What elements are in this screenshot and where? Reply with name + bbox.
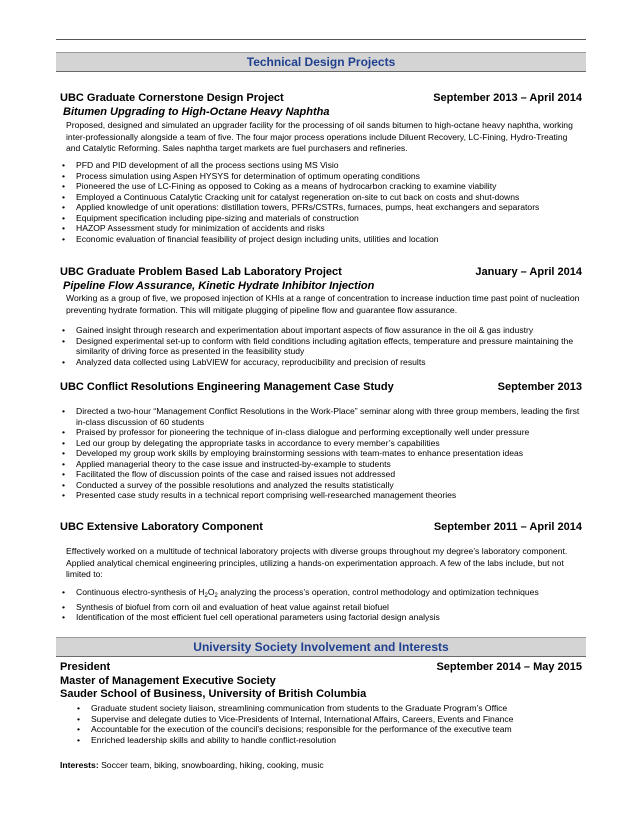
list-item: • Gained insight through research and experimentation about important aspects of flow assurance in the oil & gas industry [62,325,534,335]
project-subtitle: Pipeline Flow Assurance, Kinetic Hydrate Inhibitor Injection [63,280,375,292]
list-item: • Analyzed data collected using LabVIEW for accuracy, reproducibility and precision of results [62,356,426,367]
list-item: • Enriched leadership skills and ability to handle conflict-resolution [77,734,337,745]
project-header [60,521,582,535]
interests-line [60,760,324,770]
list-item: • Continuous electro-synthesis of $H_2O_2$ analyzing the process’s operation, control methodology and optimization techniques [62,587,539,599]
role-header [60,661,582,675]
list-item: • Graduate student society liaison, streamlining communication from students to the Graduate Program’s Office [77,703,508,713]
list-item: • Led our group by delegating the appropriate tasks in accordance to every member’s capabilities [62,437,440,448]
project-description: Working as a group of five, we proposed injection of KHIs at a range of concentration to increase induction time past point of nucleation preventing hydrate formation. This will mitigate plugging of pipeline flow and guarantee flow assurance. [66,293,580,315]
role-title: President [60,661,111,673]
project-header [60,92,582,106]
interests-label: Interests: [60,760,99,770]
project-title: UBC Graduate Problem Based Lab Laboratory Project [60,266,342,278]
interests-text: Soccer team, biking, snowboarding, hiking, cooking, music [98,760,324,770]
list-item: • Identification of the most efficient fuel cell operational parameters using factorial design analysis [62,612,440,622]
list-item: • Praised by professor for pioneering the technique of in-class dialogue and performing exceptionally well under pressure [62,427,530,437]
project-subtitle: Bitumen Upgrading to High-Octane Heavy Naphtha [63,106,330,118]
list-item: • Presented case study results in a technical report comprising well-researched management theories [62,490,457,500]
list-item: • Designed experimental set-up to conform with field conditions including agitation effects, temperature and pressure maintaining the similarity of driving force as presented in the feasibility study [62,335,574,356]
list-item: • Developed my group work skills by employing brainstorming sessions with team-mates to enhance presentation ideas [62,448,524,458]
list-item: • Process simulation using Aspen HYSYS for determination of optimum operating conditions [62,170,420,181]
list-item: • Synthesis of biofuel from corn oil and evaluation of heat value against retail biofuel [62,601,389,612]
project-title: UBC Extensive Laboratory Component [60,521,263,533]
list-item: • Facilitated the flow of discussion points of the case and raised issues not addressed [62,469,396,479]
list-item: • Conducted a survey of the possible resolutions and analyzed the results statistically [62,479,394,490]
project-description: Effectively worked on a multitude of technical laboratory projects with diverse groups throughout my degree’s laboratory component. Applied analytical chemical engineering principles, utilizing a hands-on experimentation approach. A few of the labs include, but not limited to: [66,546,568,579]
society-section-header: University Society Involvement and Interests [56,637,586,657]
role-date: September 2014 – May 2015 [436,661,582,673]
section-top-rule [56,39,586,40]
project-description: Proposed, designed and simulated an upgrader facility for the processing of oil sands bitumen to high-octane heavy naphtha, working inter-professionally alongside a team of five. The four major process operations include Diluent Recovery, LC-Fining, Hydro-Treating and Catalytic Reforming. Sales naphtha target markets are fuel purchasers and refineries. [66,120,573,153]
project-header [60,266,582,280]
project-date: January – April 2014 [475,266,582,278]
project-date: September 2013 [497,381,582,393]
list-item: • Directed a two-hour “Management Conflict Resolutions in the Work-Place” seminar along with three group members, leading the first in-class discussion of 60 students [62,406,580,427]
project-date: September 2013 – April 2014 [433,92,582,104]
list-item: • HAZOP Assessment study for minimization of accidents and risks [62,223,325,233]
list-item: • Employed a Continuous Catalytic Cracking unit for catalyst regeneration on-site to cut back on costs and shut-downs [62,191,520,202]
list-item: • Applied knowledge of unit operations: distillation towers, PFRs/CSTRs, furnaces, pumps, heat exchangers and separators [62,202,540,212]
project-bullet-list [62,406,587,501]
school-name: Sauder School of Business, University of British Columbia [60,688,367,700]
technical-section-header: Technical Design Projects [56,52,586,72]
list-item: • Supervise and delegate duties to Vice-Presidents of Internal, International Affairs, Careers, Events and Finance [77,713,514,724]
list-item: • Economic evaluation of financial feasibility of project design including units, utilities and location [62,233,439,244]
project-bullet-list [62,160,587,244]
list-item: • Accountable for the execution of the council’s decisions; responsible for the performance of the executive team [77,724,512,734]
list-item: • Applied managerial theory to the case issue and instructed-by-example to students [62,458,391,469]
list-item: • PFD and PID development of all the process sections using MS Visio [62,160,339,170]
project-title: UBC Graduate Cornerstone Design Project [60,92,284,104]
project-date: September 2011 – April 2014 [433,521,582,533]
project-bullet-list [62,587,587,623]
organization-name: Master of Management Executive Society [60,675,276,687]
project-title: UBC Conflict Resolutions Engineering Management Case Study [60,381,394,393]
project-header [60,381,582,395]
list-item: • Equipment specification including pipe-sizing and materials of construction [62,212,359,223]
society-bullet-list [77,703,582,745]
list-item: • Pioneered the use of LC-Fining as opposed to Coking as a means of hydrocarbon cracking to examine viability [62,181,497,191]
project-bullet-list [62,325,587,367]
